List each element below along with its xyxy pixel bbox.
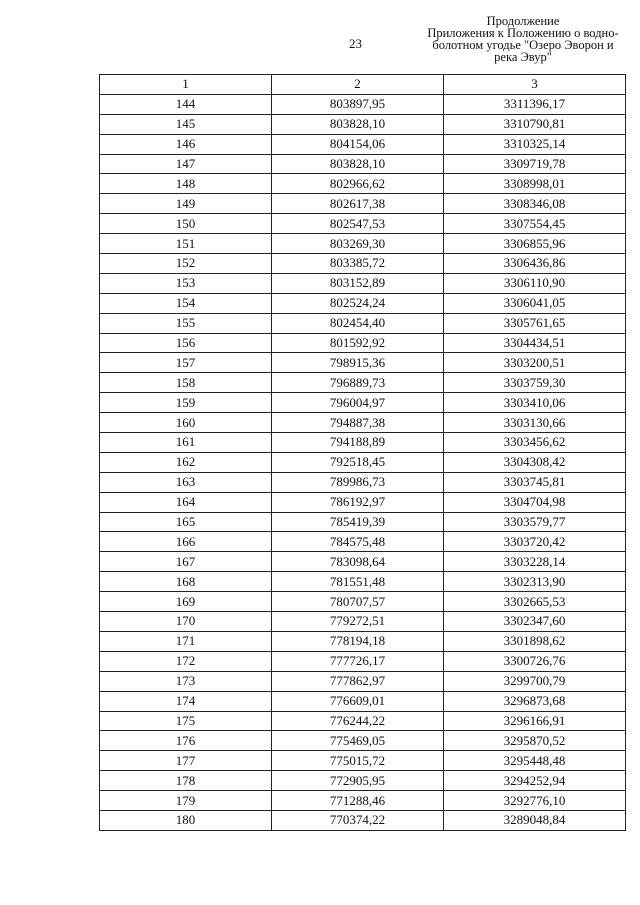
y-coordinate-cell: 3303228,14 bbox=[444, 552, 626, 572]
table-row bbox=[100, 313, 626, 333]
y-coordinate-cell: 3311396,17 bbox=[444, 94, 626, 114]
y-coordinate-cell: 3310325,14 bbox=[444, 134, 626, 154]
x-coordinate-cell: 783098,64 bbox=[272, 552, 444, 572]
x-coordinate-cell: 777726,17 bbox=[272, 651, 444, 671]
point-number-cell: 177 bbox=[100, 751, 272, 771]
header-note-line: река Эвур" bbox=[494, 50, 552, 64]
x-coordinate-cell: 796004,97 bbox=[272, 393, 444, 413]
table-row bbox=[100, 293, 626, 313]
point-number-cell: 173 bbox=[100, 671, 272, 691]
table-row bbox=[100, 472, 626, 492]
column-header-x-coordinate: 2 bbox=[272, 75, 444, 95]
x-coordinate-cell: 772905,95 bbox=[272, 771, 444, 791]
point-number-cell: 155 bbox=[100, 313, 272, 333]
y-coordinate-cell: 3296873,68 bbox=[444, 691, 626, 711]
y-coordinate-cell: 3303720,42 bbox=[444, 532, 626, 552]
point-number-cell: 150 bbox=[100, 214, 272, 234]
y-coordinate-cell: 3303130,66 bbox=[444, 413, 626, 433]
point-number-cell: 158 bbox=[100, 373, 272, 393]
x-coordinate-cell: 802547,53 bbox=[272, 214, 444, 234]
table-row bbox=[100, 492, 626, 512]
x-coordinate-cell: 802454,40 bbox=[272, 313, 444, 333]
x-coordinate-cell: 803152,89 bbox=[272, 273, 444, 293]
point-number-cell: 156 bbox=[100, 333, 272, 353]
y-coordinate-cell: 3302347,60 bbox=[444, 612, 626, 632]
point-number-cell: 176 bbox=[100, 731, 272, 751]
point-number-cell: 166 bbox=[100, 532, 272, 552]
table-row bbox=[100, 532, 626, 552]
x-coordinate-cell: 775469,05 bbox=[272, 731, 444, 751]
coordinates-table bbox=[99, 74, 626, 831]
x-coordinate-cell: 803828,10 bbox=[272, 114, 444, 134]
table-row bbox=[100, 433, 626, 453]
x-coordinate-cell: 801592,92 bbox=[272, 333, 444, 353]
point-number-cell: 147 bbox=[100, 154, 272, 174]
x-coordinate-cell: 770374,22 bbox=[272, 810, 444, 830]
y-coordinate-cell: 3304434,51 bbox=[444, 333, 626, 353]
point-number-cell: 154 bbox=[100, 293, 272, 313]
y-coordinate-cell: 3306436,86 bbox=[444, 254, 626, 274]
header-note-line: Продолжение bbox=[486, 14, 560, 28]
table-row bbox=[100, 452, 626, 472]
x-coordinate-cell: 776609,01 bbox=[272, 691, 444, 711]
table-row bbox=[100, 114, 626, 134]
table-row bbox=[100, 393, 626, 413]
table-row bbox=[100, 671, 626, 691]
x-coordinate-cell: 803828,10 bbox=[272, 154, 444, 174]
x-coordinate-cell: 803269,30 bbox=[272, 234, 444, 254]
point-number-cell: 165 bbox=[100, 512, 272, 532]
point-number-cell: 162 bbox=[100, 452, 272, 472]
table-row bbox=[100, 711, 626, 731]
x-coordinate-cell: 781551,48 bbox=[272, 572, 444, 592]
y-coordinate-cell: 3301898,62 bbox=[444, 631, 626, 651]
y-coordinate-cell: 3308346,08 bbox=[444, 194, 626, 214]
y-coordinate-cell: 3305761,65 bbox=[444, 313, 626, 333]
y-coordinate-cell: 3310790,81 bbox=[444, 114, 626, 134]
header-note-line: болотном угодье "Озеро Эворон и bbox=[432, 38, 614, 52]
point-number-cell: 160 bbox=[100, 413, 272, 433]
table-row bbox=[100, 791, 626, 811]
x-coordinate-cell: 780707,57 bbox=[272, 592, 444, 612]
table-row bbox=[100, 731, 626, 751]
y-coordinate-cell: 3299700,79 bbox=[444, 671, 626, 691]
point-number-cell: 168 bbox=[100, 572, 272, 592]
table-row bbox=[100, 691, 626, 711]
x-coordinate-cell: 775015,72 bbox=[272, 751, 444, 771]
x-coordinate-cell: 794188,89 bbox=[272, 433, 444, 453]
table-row bbox=[100, 631, 626, 651]
point-number-cell: 179 bbox=[100, 791, 272, 811]
table-row bbox=[100, 751, 626, 771]
point-number-cell: 159 bbox=[100, 393, 272, 413]
point-number-cell: 146 bbox=[100, 134, 272, 154]
table-row bbox=[100, 572, 626, 592]
y-coordinate-cell: 3296166,91 bbox=[444, 711, 626, 731]
point-number-cell: 149 bbox=[100, 194, 272, 214]
x-coordinate-cell: 802617,38 bbox=[272, 194, 444, 214]
point-number-cell: 148 bbox=[100, 174, 272, 194]
x-coordinate-cell: 803897,95 bbox=[272, 94, 444, 114]
table-row bbox=[100, 353, 626, 373]
table-row bbox=[100, 254, 626, 274]
y-coordinate-cell: 3306041,05 bbox=[444, 293, 626, 313]
x-coordinate-cell: 796889,73 bbox=[272, 373, 444, 393]
point-number-cell: 178 bbox=[100, 771, 272, 791]
x-coordinate-cell: 777862,97 bbox=[272, 671, 444, 691]
point-number-cell: 161 bbox=[100, 433, 272, 453]
table-row bbox=[100, 214, 626, 234]
column-header-y-coordinate: 3 bbox=[444, 75, 626, 95]
x-coordinate-cell: 804154,06 bbox=[272, 134, 444, 154]
y-coordinate-cell: 3294252,94 bbox=[444, 771, 626, 791]
y-coordinate-cell: 3303200,51 bbox=[444, 353, 626, 373]
point-number-cell: 172 bbox=[100, 651, 272, 671]
point-number-cell: 152 bbox=[100, 254, 272, 274]
x-coordinate-cell: 785419,39 bbox=[272, 512, 444, 532]
table-row bbox=[100, 771, 626, 791]
y-coordinate-cell: 3303759,30 bbox=[444, 373, 626, 393]
y-coordinate-cell: 3308998,01 bbox=[444, 174, 626, 194]
x-coordinate-cell: 789986,73 bbox=[272, 472, 444, 492]
table-row bbox=[100, 373, 626, 393]
table-row bbox=[100, 612, 626, 632]
x-coordinate-cell: 786192,97 bbox=[272, 492, 444, 512]
y-coordinate-cell: 3309719,78 bbox=[444, 154, 626, 174]
point-number-cell: 163 bbox=[100, 472, 272, 492]
x-coordinate-cell: 771288,46 bbox=[272, 791, 444, 811]
point-number-cell: 167 bbox=[100, 552, 272, 572]
table-row bbox=[100, 592, 626, 612]
appendix-continuation-note bbox=[418, 15, 628, 63]
table-row bbox=[100, 333, 626, 353]
point-number-cell: 151 bbox=[100, 234, 272, 254]
table-body bbox=[100, 94, 626, 830]
table-row bbox=[100, 651, 626, 671]
x-coordinate-cell: 778194,18 bbox=[272, 631, 444, 651]
x-coordinate-cell: 803385,72 bbox=[272, 254, 444, 274]
y-coordinate-cell: 3295448,48 bbox=[444, 751, 626, 771]
column-header-point-number: 1 bbox=[100, 75, 272, 95]
table-row bbox=[100, 512, 626, 532]
table-row bbox=[100, 94, 626, 114]
x-coordinate-cell: 792518,45 bbox=[272, 452, 444, 472]
y-coordinate-cell: 3306855,96 bbox=[444, 234, 626, 254]
y-coordinate-cell: 3300726,76 bbox=[444, 651, 626, 671]
table-row bbox=[100, 273, 626, 293]
y-coordinate-cell: 3295870,52 bbox=[444, 731, 626, 751]
y-coordinate-cell: 3289048,84 bbox=[444, 810, 626, 830]
y-coordinate-cell: 3306110,90 bbox=[444, 273, 626, 293]
table-row bbox=[100, 174, 626, 194]
y-coordinate-cell: 3303456,62 bbox=[444, 433, 626, 453]
table-row bbox=[100, 413, 626, 433]
y-coordinate-cell: 3292776,10 bbox=[444, 791, 626, 811]
point-number-cell: 144 bbox=[100, 94, 272, 114]
x-coordinate-cell: 798915,36 bbox=[272, 353, 444, 373]
x-coordinate-cell: 779272,51 bbox=[272, 612, 444, 632]
point-number-cell: 169 bbox=[100, 592, 272, 612]
x-coordinate-cell: 794887,38 bbox=[272, 413, 444, 433]
point-number-cell: 174 bbox=[100, 691, 272, 711]
point-number-cell: 153 bbox=[100, 273, 272, 293]
x-coordinate-cell: 802524,24 bbox=[272, 293, 444, 313]
x-coordinate-cell: 776244,22 bbox=[272, 711, 444, 731]
y-coordinate-cell: 3302313,90 bbox=[444, 572, 626, 592]
table-row bbox=[100, 134, 626, 154]
y-coordinate-cell: 3304704,98 bbox=[444, 492, 626, 512]
table-row bbox=[100, 154, 626, 174]
header-note-line: Приложения к Положению о водно- bbox=[427, 26, 619, 40]
y-coordinate-cell: 3303745,81 bbox=[444, 472, 626, 492]
point-number-cell: 171 bbox=[100, 631, 272, 651]
table-header-row bbox=[100, 75, 626, 95]
y-coordinate-cell: 3304308,42 bbox=[444, 452, 626, 472]
y-coordinate-cell: 3307554,45 bbox=[444, 214, 626, 234]
point-number-cell: 170 bbox=[100, 612, 272, 632]
page-number: 23 bbox=[349, 36, 362, 51]
table-row bbox=[100, 810, 626, 830]
table-row bbox=[100, 194, 626, 214]
y-coordinate-cell: 3302665,53 bbox=[444, 592, 626, 612]
table-row bbox=[100, 552, 626, 572]
y-coordinate-cell: 3303410,06 bbox=[444, 393, 626, 413]
point-number-cell: 175 bbox=[100, 711, 272, 731]
point-number-cell: 157 bbox=[100, 353, 272, 373]
y-coordinate-cell: 3303579,77 bbox=[444, 512, 626, 532]
point-number-cell: 164 bbox=[100, 492, 272, 512]
x-coordinate-cell: 802966,62 bbox=[272, 174, 444, 194]
point-number-cell: 180 bbox=[100, 810, 272, 830]
x-coordinate-cell: 784575,48 bbox=[272, 532, 444, 552]
table-row bbox=[100, 234, 626, 254]
point-number-cell: 145 bbox=[100, 114, 272, 134]
